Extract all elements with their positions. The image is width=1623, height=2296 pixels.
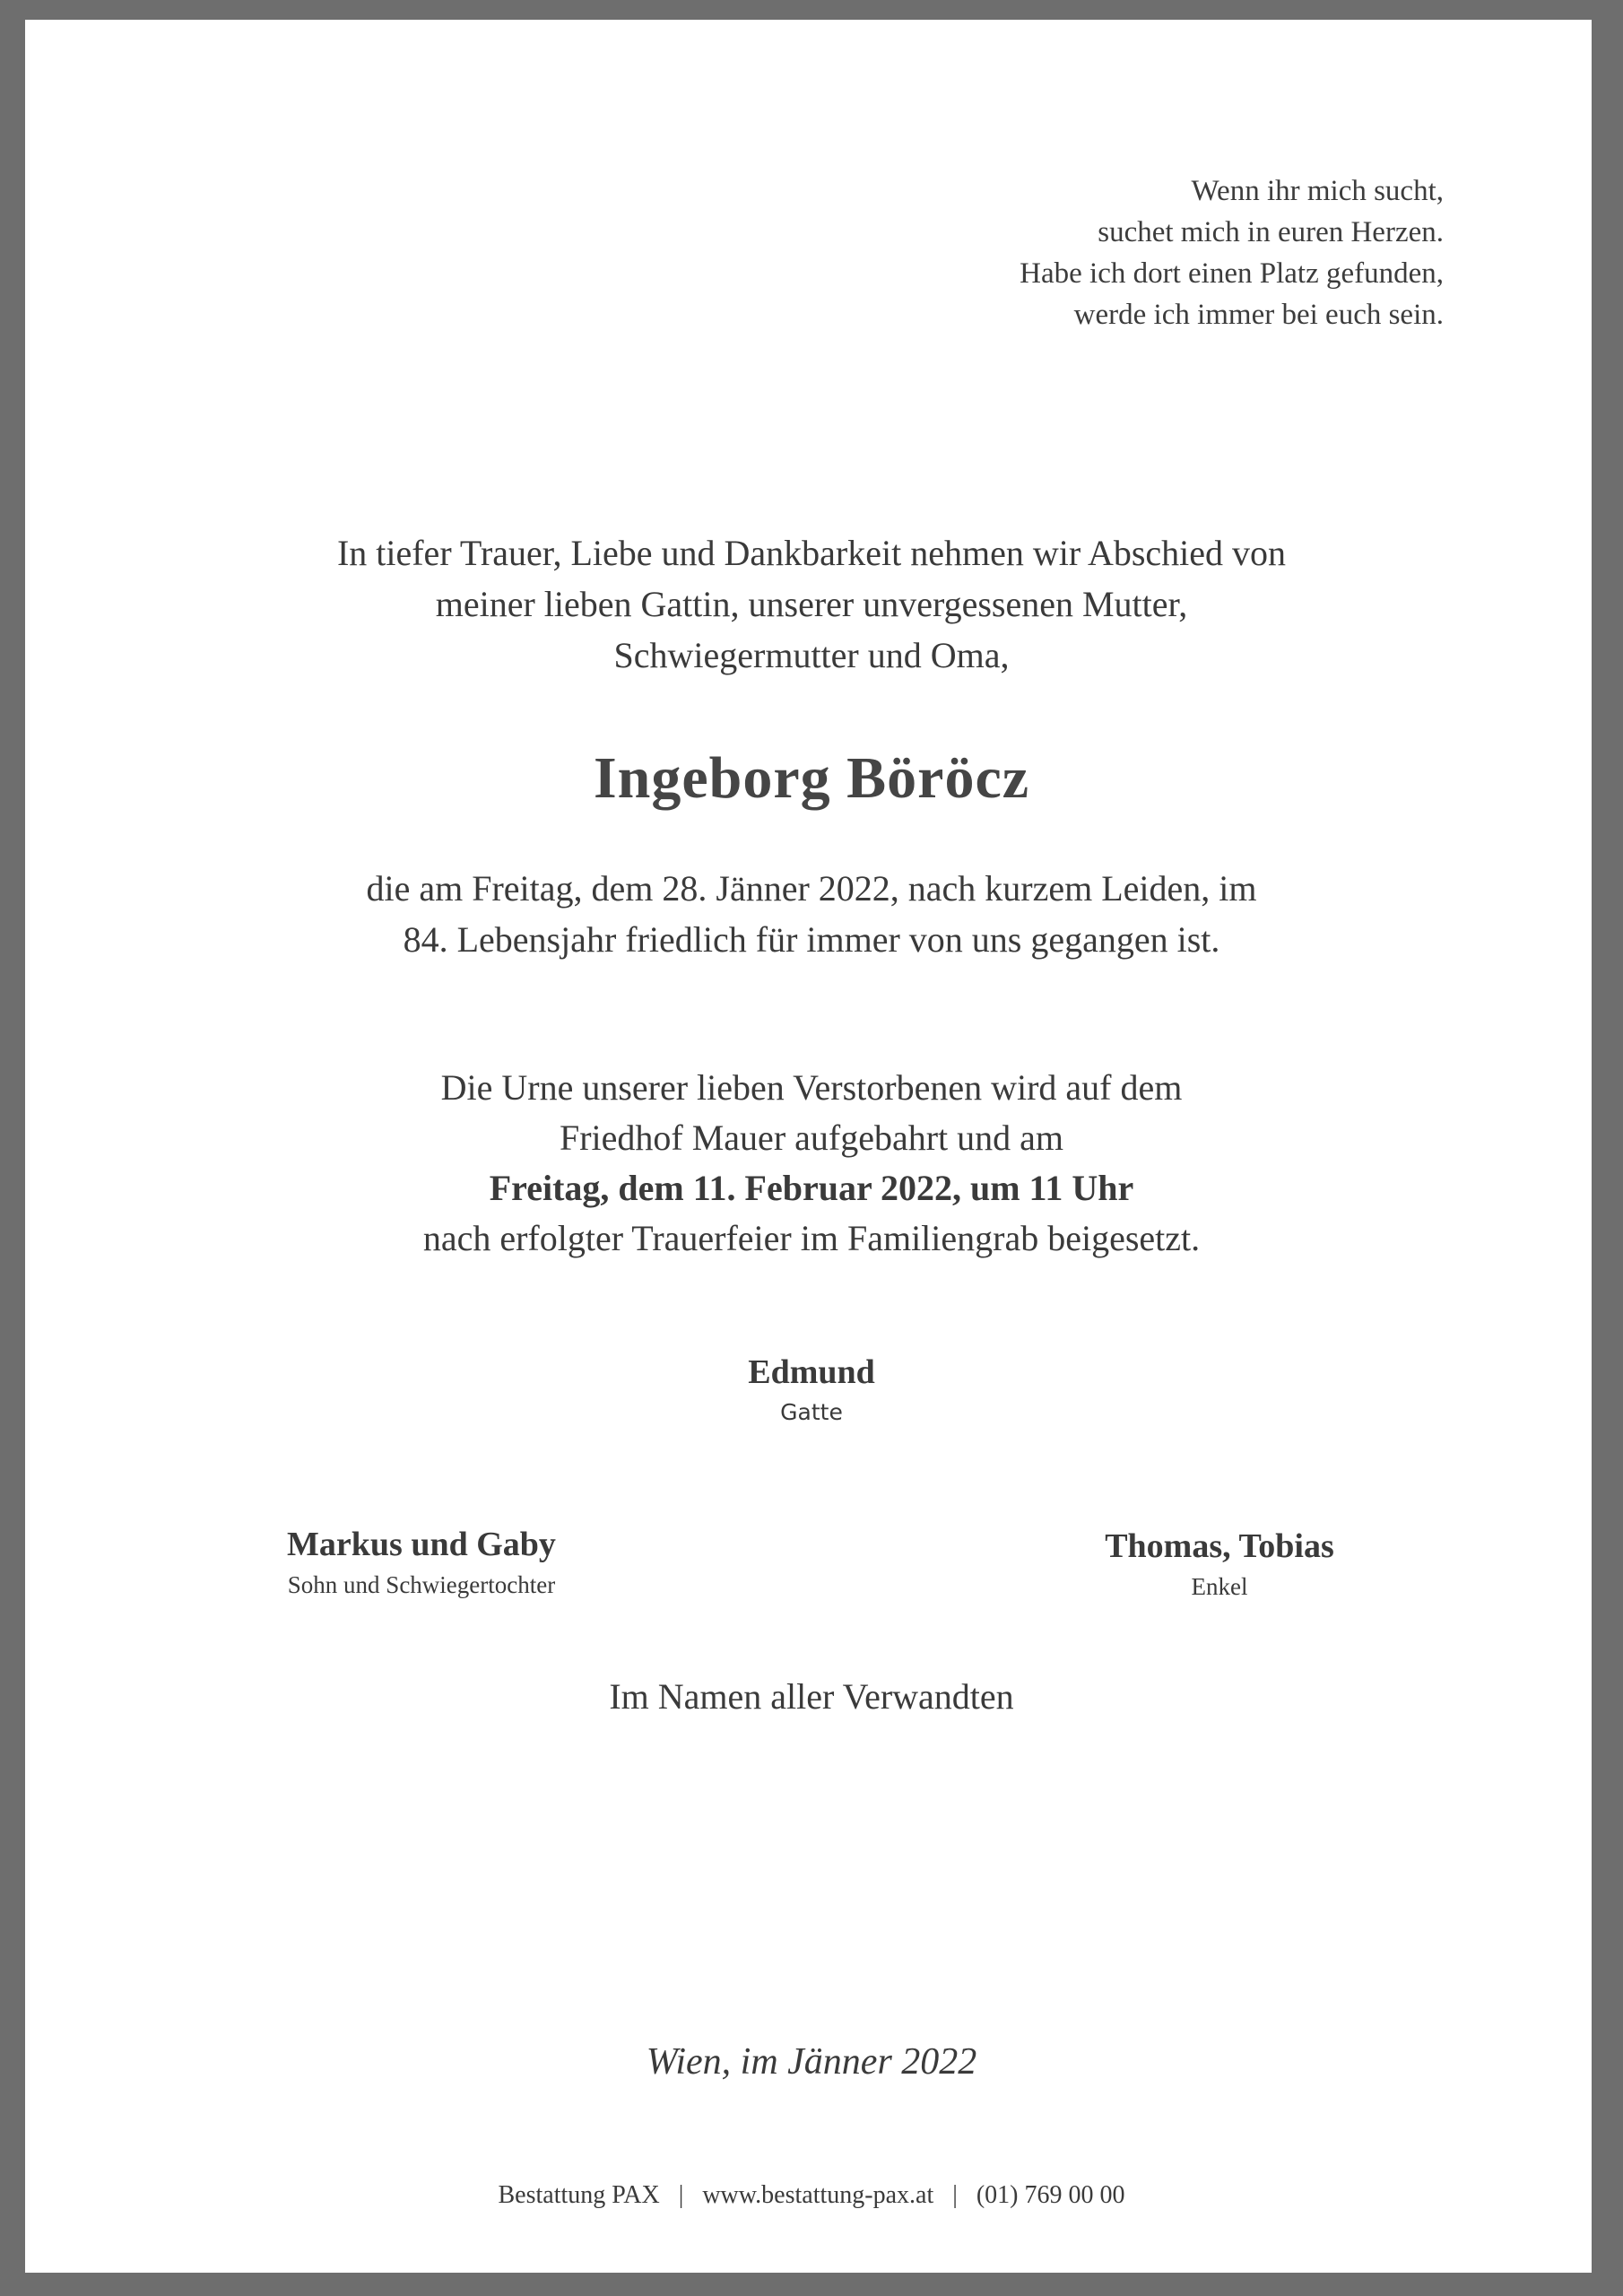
mourner-role: Enkel bbox=[1191, 1573, 1248, 1600]
footer-separator: | bbox=[952, 2181, 958, 2209]
motto-poem bbox=[1020, 170, 1444, 335]
death-text bbox=[0, 863, 1623, 965]
place-date: Wien, im Jänner 2022 bbox=[646, 2041, 977, 2083]
motto-line: Habe ich dort einen Platz gefunden, bbox=[1020, 257, 1444, 290]
funeral-line: Friedhof Mauer aufgebahrt und am bbox=[559, 1118, 1064, 1158]
mourner-name: Markus und Gaby bbox=[287, 1526, 556, 1563]
mourner-role: Sohn und Schwiegertochter bbox=[287, 1571, 556, 1598]
mourner-name: Edmund bbox=[748, 1353, 875, 1391]
intro-line: meiner lieben Gattin, unserer unvergessenen Mutter, bbox=[435, 584, 1188, 624]
intro-line: Schwiegermutter und Oma, bbox=[613, 635, 1010, 675]
motto-line: Wenn ihr mich sucht, bbox=[1191, 175, 1444, 207]
funeral-line: nach erfolgter Trauerfeier im Familiengrab beigesetzt. bbox=[422, 1218, 1201, 1258]
footer bbox=[0, 2181, 1623, 2210]
footer-separator: | bbox=[678, 2181, 684, 2209]
funeral-line: Die Urne unserer lieben Verstorbenen wird auf dem bbox=[440, 1067, 1183, 1108]
mourner-markus bbox=[220, 1525, 623, 1599]
funeral-date: Freitag, dem 11. Februar 2022, um 11 Uhr bbox=[489, 1168, 1134, 1208]
mourner-edmund bbox=[677, 1352, 946, 1425]
motto-line: suchet mich in euren Herzen. bbox=[1098, 216, 1444, 248]
mourner-role: Gatte bbox=[780, 1399, 843, 1425]
deceased-name: Ingeborg Böröcz bbox=[593, 745, 1030, 811]
death-line: 84. Lebensjahr friedlich für immer von uns gegangen ist. bbox=[403, 919, 1220, 960]
death-line: die am Freitag, dem 28. Jänner 2022, nach kurzem Leiden, im bbox=[366, 868, 1257, 909]
relatives-line: Im Namen aller Verwandten bbox=[609, 1676, 1014, 1717]
intro-line: In tiefer Trauer, Liebe und Dankbarkeit nehmen wir Abschied von bbox=[336, 533, 1287, 573]
mourner-thomas bbox=[1018, 1526, 1421, 1601]
intro-text bbox=[0, 527, 1623, 681]
footer-phone: (01) 769 00 00 bbox=[976, 2181, 1125, 2209]
mourner-name: Thomas, Tobias bbox=[1105, 1527, 1334, 1565]
footer-website: www.bestattung-pax.at bbox=[702, 2181, 934, 2209]
motto-line: werde ich immer bei euch sein. bbox=[1073, 299, 1444, 331]
funeral-text bbox=[0, 1063, 1623, 1264]
footer-company: Bestattung PAX bbox=[498, 2181, 660, 2209]
